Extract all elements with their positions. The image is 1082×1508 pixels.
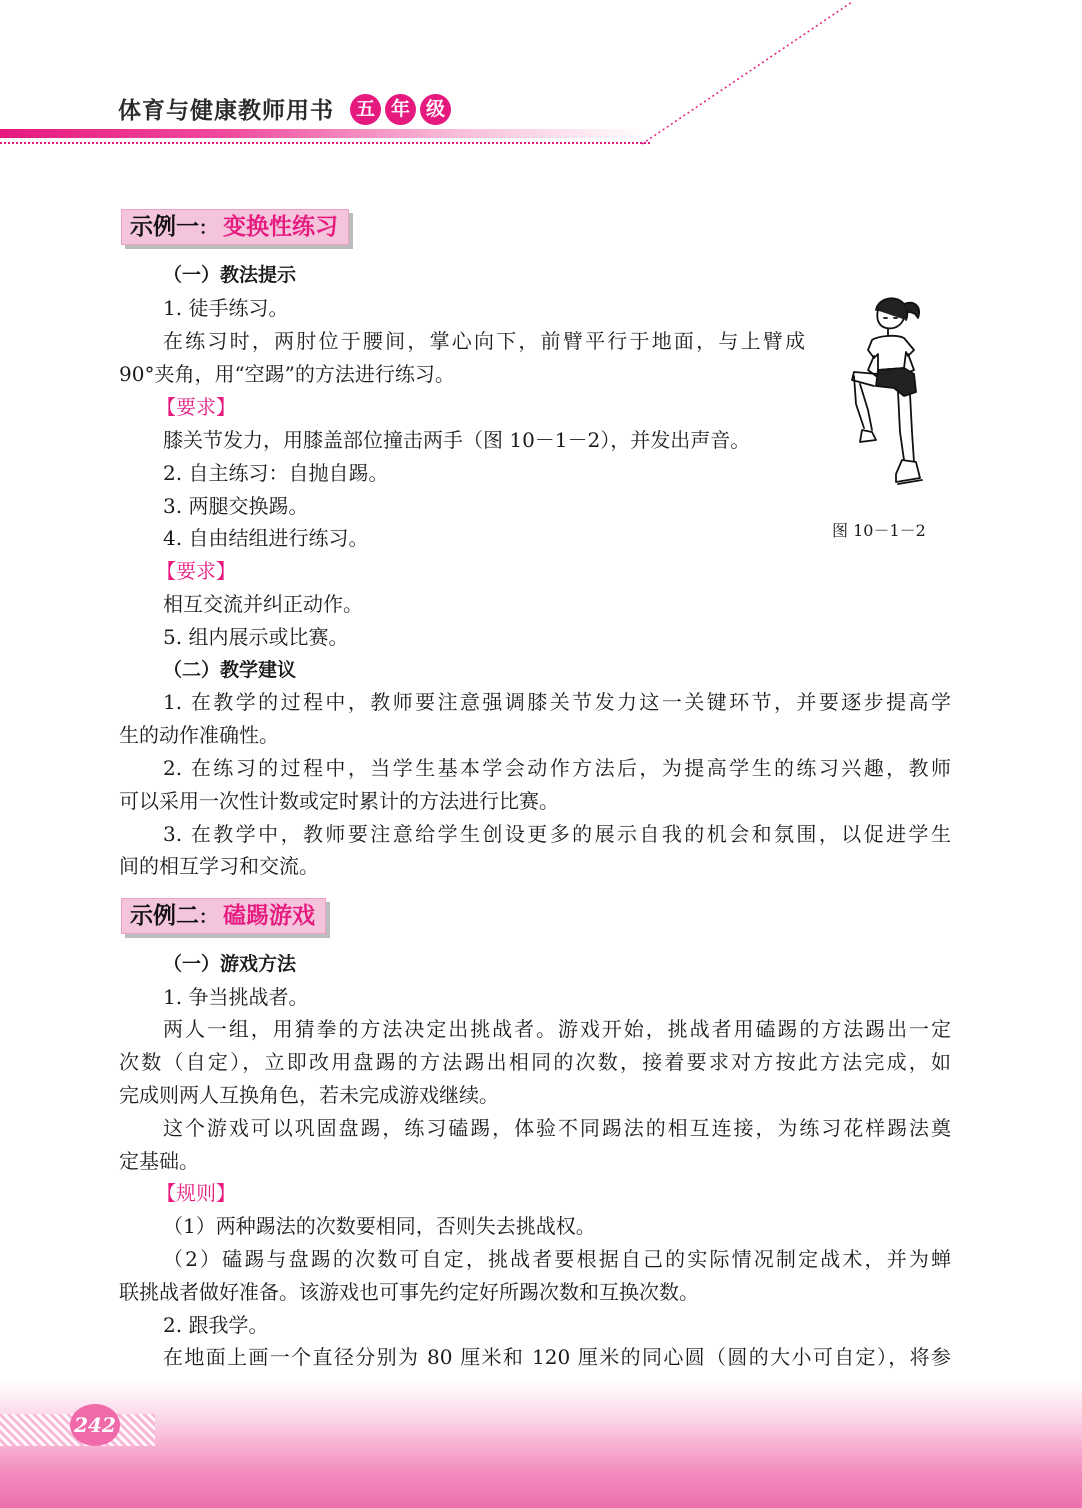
example-one-colon: ： [199, 218, 217, 239]
requirement-label: 【要求】 [156, 395, 236, 419]
page-number: 242 [70, 1404, 120, 1446]
grade-badge [350, 94, 451, 125]
list-item: 1. 争当挑战者。 [163, 985, 309, 1009]
list-item: 3. 两腿交换踢。 [163, 494, 309, 518]
list-item: 2. 跟我学。 [163, 1313, 269, 1337]
paragraph-line: 1. 在教学的过程中，教师要注意强调膝关节发力这一关键环节，并要逐步提高学 [163, 690, 951, 714]
paragraph-line: 间的相互学习和交流。 [119, 854, 319, 878]
example-two-banner [121, 898, 326, 934]
example-one-topic: 变换性练习 [223, 214, 338, 240]
rules-label: 【规则】 [156, 1181, 236, 1205]
paragraph-line: 可以采用一次性计数或定时累计的方法进行比赛。 [119, 789, 559, 813]
paragraph-line: 相互交流并纠正动作。 [163, 592, 363, 616]
paragraph-line: 两人一组，用猜拳的方法决定出挑战者。游戏开始，挑战者用磕踢的方法踢出一定 [163, 1017, 951, 1041]
paragraph-line: 3. 在教学中，教师要注意给学生创设更多的展示自我的机会和氛围，以促进学生 [163, 822, 951, 846]
grade-char: 年 [385, 94, 416, 125]
requirement-label: 【要求】 [156, 559, 236, 583]
paragraph-line: 在地面上画一个直径分别为 80 厘米和 120 厘米的同心圆（圆的大小可自定），将参 [163, 1345, 951, 1369]
paragraph-line: 这个游戏可以巩固盘踢，练习磕踢，体验不同踢法的相互连接，为练习花样踢法奠 [163, 1116, 951, 1140]
subheading-teaching-tips: （一）教法提示 [163, 264, 297, 286]
header-stripe [0, 129, 650, 138]
example-one-label: 示例一 [130, 214, 199, 240]
paragraph-line: 2. 在练习的过程中，当学生基本学会动作方法后，为提高学生的练习兴趣，教师 [163, 756, 951, 780]
paragraph-line: 定基础。 [119, 1149, 199, 1173]
example-one-banner [121, 209, 349, 245]
list-item: 5. 组内展示或比赛。 [163, 625, 349, 649]
example-two-colon: ： [199, 907, 217, 928]
paragraph-line: 膝关节发力，用膝盖部位撞击两手（图 10－1－2），并发出声音。 [163, 428, 751, 452]
rule-item: （1）两种踢法的次数要相同，否则失去挑战权。 [163, 1214, 596, 1238]
list-item: 2. 自主练习：自抛自踢。 [163, 461, 389, 485]
header-diagonal-line [640, 0, 860, 148]
paragraph-line: 联挑战者做好准备。该游戏也可事先约定好所踢次数和互换次数。 [119, 1280, 699, 1304]
paragraph-line: 完成则两人互换角色，若未完成游戏继续。 [119, 1083, 499, 1107]
footer-band [0, 1380, 1082, 1508]
subheading-teaching-advice: （二）教学建议 [163, 659, 297, 681]
rule-item: （2）磕踢与盘踢的次数可自定，挑战者要根据自己的实际情况制定战术，并为蝉 [163, 1247, 951, 1271]
kicking-girl-illustration [838, 292, 938, 504]
paragraph-line: 次数（自定），立即改用盘踢的方法踢出相同的次数，接着要求对方按此方法完成，如 [119, 1050, 951, 1074]
grade-char: 五 [350, 94, 381, 125]
figure-caption: 图 10－1－2 [832, 521, 926, 540]
subheading-game-method: （一）游戏方法 [163, 953, 297, 975]
example-two-topic: 磕踢游戏 [223, 903, 315, 929]
paragraph-line: 90°夹角，用“空踢”的方法进行练习。 [119, 362, 455, 386]
paragraph-line: 生的动作准确性。 [119, 723, 279, 747]
header-dotted-rule [0, 142, 650, 144]
paragraph-line: 在练习时，两肘位于腰间，掌心向下，前臂平行于地面，与上臂成 [163, 329, 805, 353]
grade-char: 级 [420, 94, 451, 125]
book-title: 体育与健康教师用书 [118, 97, 334, 124]
list-item: 1. 徒手练习。 [163, 296, 289, 320]
example-two-label: 示例二 [130, 903, 199, 929]
list-item: 4. 自由结组进行练习。 [163, 526, 369, 550]
